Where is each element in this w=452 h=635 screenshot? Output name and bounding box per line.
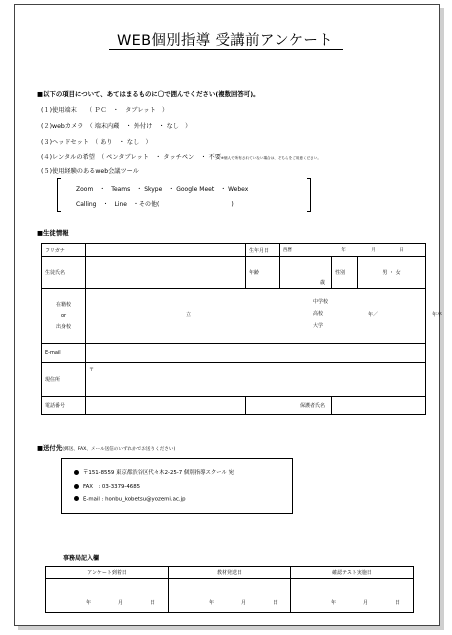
send-to-fax: FAX : 03-3379-4685 [83,484,141,490]
birthdate-label: 生年月日 [246,244,280,257]
era-label: 西暦 [283,248,292,253]
school-label-line-3: 出身校 [55,323,71,330]
send-to-heading [37,443,175,452]
send-to-address: 〒151-8559 東京都渋谷区代々木2-25-7 個別指導スクール 宛 [83,470,235,476]
test-month-unit: 月 [363,600,369,606]
office-col-shipping: 教材発送日 [169,567,291,579]
phone-label: 電話番号 [42,397,86,415]
survey-item-camera: (２)webカメラ （ 端末内蔵 ・ 外付け ・ なし ） [41,123,192,130]
send-to-note: (郵送、FAX、メール送信のいずれかでお送りください) [62,447,176,452]
survey-item-device: (１)使用端末 （ ＰＣ ・ タブレット ） [41,107,169,114]
guardian-field[interactable] [332,397,426,415]
survey-item-rental-text: (４)レンタルの希望 （ ペンタブレット ・ タッチペン ・ 不要 [41,154,221,161]
bullet-icon [74,496,79,501]
shipping-month-unit: 月 [241,600,247,606]
guardian-label: 保護者氏名 [246,397,332,415]
send-to-email[interactable]: E-mail : honbu_kobetsu@yozemi.ac.jp [83,496,186,503]
office-col-test: 確認テスト実施日 [291,567,414,579]
send-to-email-line [74,496,186,503]
phone-field[interactable] [86,397,246,415]
shipping-day-unit: 日 [273,600,279,606]
postal-mark: 〒 [89,367,95,373]
arrival-month-unit: 月 [118,600,124,606]
office-heading: 事務局記入欄 [63,555,100,562]
page-title: WEB個別指導 受講前アンケート [117,33,333,49]
school-label [42,289,86,344]
birth-day-unit: 日 [399,248,404,253]
student-name-field[interactable] [86,257,246,289]
school-label-line-2: or [60,312,67,319]
survey-item-rental [41,152,321,161]
survey-heading: ■以下の項目について、あてはまるものに〇で囲んでください(複数回答可)。 [37,90,260,98]
bullet-icon [74,484,79,489]
gender-field[interactable]: 男 ・ 女 [358,257,426,289]
student-heading: ■生徒情報 [37,229,69,237]
tools-line-1: Zoom ・ Teams ・ Skype ・ Google Meet ・ Webex [76,186,249,193]
arrival-year-unit: 年 [86,600,92,606]
bullet-icon [74,470,79,475]
send-to-fax-line [74,482,140,490]
table-row [42,244,426,257]
table-row [46,567,414,579]
table-row [42,397,426,415]
birth-month-unit: 月 [371,248,376,253]
email-field[interactable] [86,344,426,363]
address-label: 現住所 [42,363,86,397]
age-label: 年齢 [246,257,280,289]
shipping-date-field[interactable] [169,579,291,613]
school-field[interactable] [86,289,443,344]
university-label: 大学 [313,323,324,329]
tools-bracket [57,179,311,211]
arrival-day-unit: 日 [150,600,156,606]
high-school-label: 高校 [313,311,324,317]
arrival-date-field[interactable] [46,579,169,613]
document-page [14,4,443,626]
table-row [42,257,426,289]
furigana-field[interactable] [86,244,246,257]
age-field[interactable] [280,257,332,289]
table-row [42,344,426,363]
grad-year-label: 年／ [368,312,379,318]
birth-year-unit: 年 [341,248,346,253]
send-to-address-line [74,468,234,476]
title-underline [109,49,343,50]
office-col-arrival: アンケート到着日 [46,567,169,579]
test-date-field[interactable] [291,579,414,613]
public-label: 立 [186,312,192,318]
address-field[interactable] [86,363,426,397]
test-year-unit: 年 [331,600,337,606]
age-unit: 歳 [319,280,325,286]
send-to-title: ■送付先 [37,444,63,452]
furigana-label: フリガナ [42,244,86,257]
graduated-label: 年卒 [432,312,443,318]
email-label: E-mail [42,344,86,363]
table-row [46,579,414,613]
table-row [42,363,426,397]
survey-item-tools: (５)使用経験のあるweb会議ツール [41,168,139,175]
gender-label: 性別 [332,257,358,289]
table-row [42,289,426,344]
junior-high-label: 中学校 [313,299,329,305]
send-to-box [61,458,293,514]
test-day-unit: 日 [395,600,401,606]
birthdate-field[interactable] [280,244,426,257]
student-name-label: 生徒氏名 [42,257,86,289]
survey-item-headset: (３)ヘッドセット （ あり ・ なし ） [41,139,152,146]
tools-line-2: Calling ・ Line ・その他( ) [76,201,234,208]
survey-item-rental-note: ※個人で所有されていない場合は、そちらをご用意ください。 [220,156,321,160]
office-table [45,566,414,613]
school-label-line-1: 在籍校 [55,301,71,308]
student-info-table [41,243,443,415]
shipping-year-unit: 年 [209,600,215,606]
